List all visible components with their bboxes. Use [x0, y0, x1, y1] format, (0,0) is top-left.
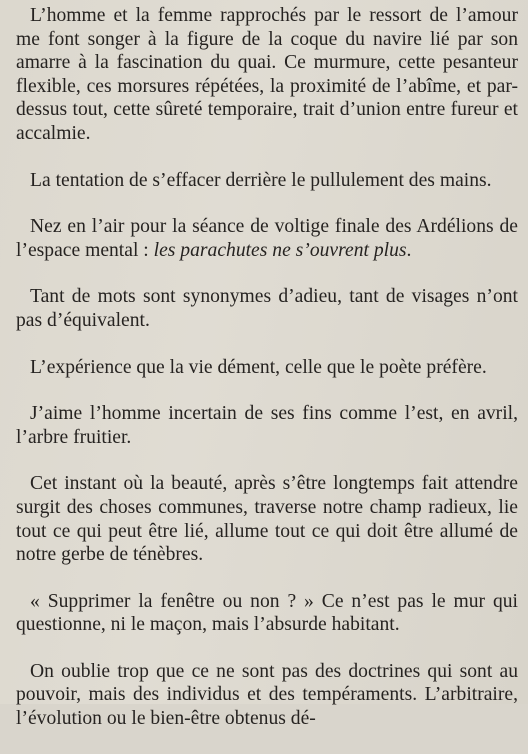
paragraph-6: J’aime l’homme incertain de ses fins comme l’est, en avril, l’arbre fruitier. — [16, 403, 518, 448]
paragraph-1: L’homme et la femme rapprochés par le ressort de l’amour me font songer à la figure de la coque du navire lié par son amarre à la fascination du quai. Ce murmure, cette pesanteur flexible, ces morsures répétées, la proximité de l’abîme, et par-dessus tout, cette sûreté temporaire, trait d’union entre fureur et accalmie. — [16, 5, 518, 144]
page-text — [16, 4, 518, 754]
paragraph-3-text: Nez en l’air pour la séance de voltige finale des Ardélions de l’espace mental : — [16, 216, 518, 261]
paragraph-4: Tant de mots sont synonymes d’adieu, tant de visages n’ont pas d’équivalent. — [16, 286, 518, 331]
paragraph-3 — [16, 215, 518, 262]
paragraph-5: L’expérience que la vie dément, celle que le poète préfère. — [30, 356, 487, 378]
paragraph-8: « Supprimer la fenêtre ou non ? » Ce n’est pas le mur qui questionne, ni le maçon, mais l’absurde habitant. — [16, 590, 518, 636]
paragraph-3-end: . — [406, 239, 412, 261]
paragraph-7: Cet instant où la beauté, après s’être longtemps fait attendre surgit des choses communes, traverse notre champ radieux, lie tout ce qui peut être lié, allume tout ce qui doit être allumé de notre gerbe de ténèbres. — [16, 473, 518, 566]
paragraph-9: On oublie trop que ce ne sont pas des doctrines qui sont au pouvoir, mais des individus et des tempéraments. L’arbitraire, l’évolution ou le bien-être obtenus dé- — [16, 660, 518, 730]
paragraph-3-italic: les parachutes ne s’ouvrent plus — [153, 239, 407, 261]
paragraph-2: La tentation de s’effacer derrière le pullulement des mains. — [30, 169, 492, 191]
